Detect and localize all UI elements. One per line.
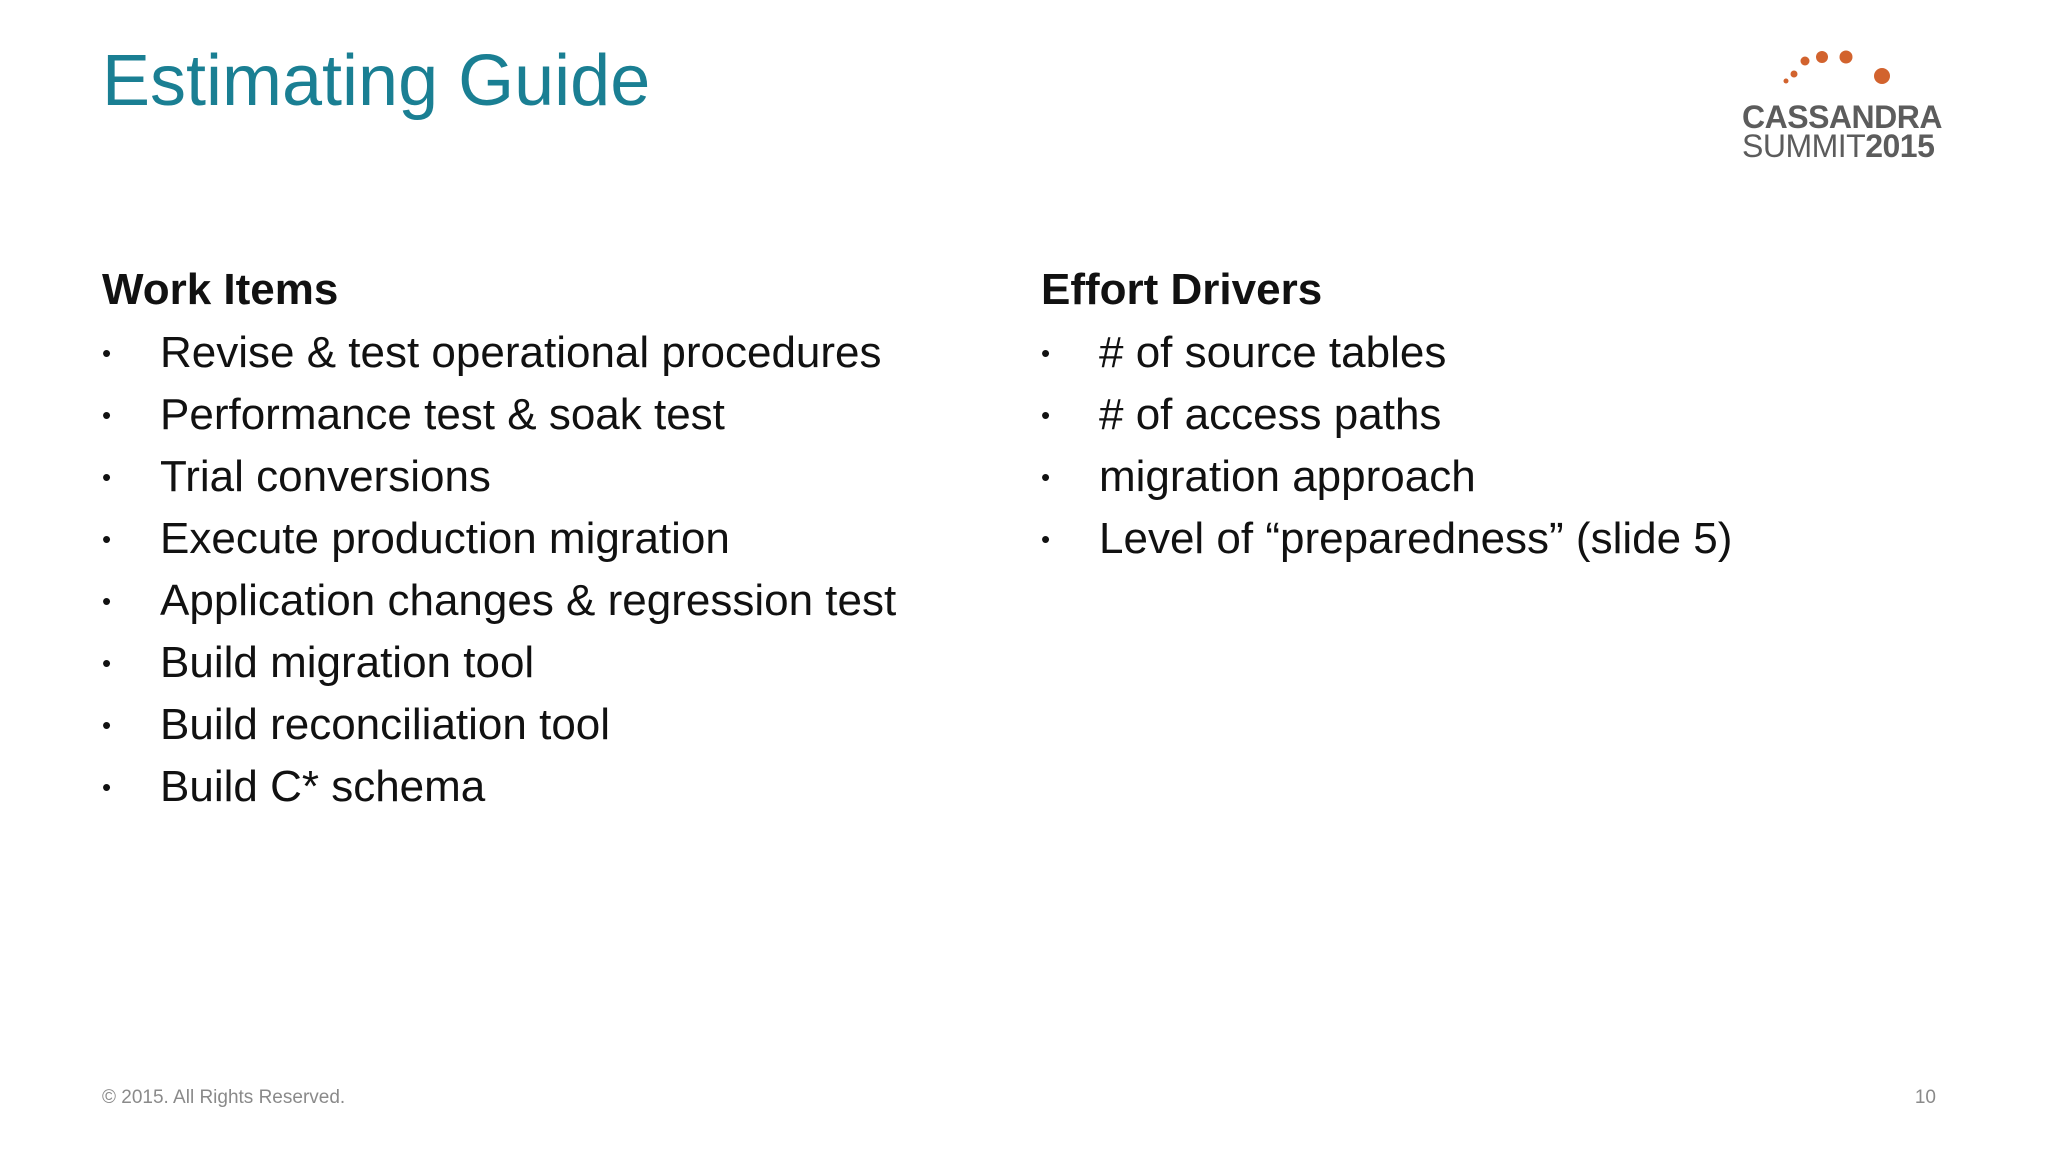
list-item [102,322,982,384]
logo-dots-icon [1736,44,1966,94]
list-item-text: Level of “preparedness” (slide 5) [1099,514,1733,563]
bullet-icon: • [102,462,112,492]
list-item-text: Application changes & regression test [160,576,897,625]
list-item [102,570,982,632]
work-items-column [102,260,982,818]
list-item-text: # of access paths [1099,390,1442,439]
list-item [1041,508,1901,570]
list-item-text: Revise & test operational procedures [160,328,882,377]
logo-line-1: CASSANDRA [1742,99,1942,135]
page-number: 10 [1914,1087,1936,1108]
list-item-text: Build migration tool [160,638,535,687]
bullet-icon: • [102,338,112,368]
list-item [102,384,982,446]
work-items-list [102,322,982,818]
list-item [102,756,982,818]
effort-drivers-list [1041,322,1901,570]
bullet-icon: • [1041,524,1051,554]
bullet-icon: • [102,400,112,430]
list-item-text: Build C* schema [160,762,486,811]
list-item [1041,322,1901,384]
list-item-text: # of source tables [1099,328,1447,377]
list-item-text: Performance test & soak test [160,390,725,439]
list-item [102,508,982,570]
list-item [102,632,982,694]
logo-year: 2015 [1865,128,1935,164]
effort-drivers-column [1041,260,1901,570]
logo-line-2 [1742,130,1934,162]
cassandra-summit-logo [1736,44,1966,164]
bullet-icon: • [1041,400,1051,430]
bullet-icon: • [1041,462,1051,492]
effort-drivers-heading: Effort Drivers [1041,265,1323,314]
logo-word: SUMMIT [1742,128,1866,164]
list-item-text: migration approach [1099,452,1476,501]
list-item [1041,446,1901,508]
work-items-heading: Work Items [102,265,339,314]
bullet-icon: • [102,710,112,740]
bullet-icon: • [1041,338,1051,368]
slide-title: Estimating Guide [102,41,651,121]
list-item [102,694,982,756]
list-item-text: Execute production migration [160,514,730,563]
copyright-notice: © 2015. All Rights Reserved. [102,1087,346,1108]
list-item [1041,384,1901,446]
list-item-text: Build reconciliation tool [160,700,611,749]
bullet-icon: • [102,524,112,554]
bullet-icon: • [102,772,112,802]
list-item [102,446,982,508]
bullet-icon: • [102,648,112,678]
bullet-icon: • [102,586,112,616]
list-item-text: Trial conversions [160,452,491,501]
